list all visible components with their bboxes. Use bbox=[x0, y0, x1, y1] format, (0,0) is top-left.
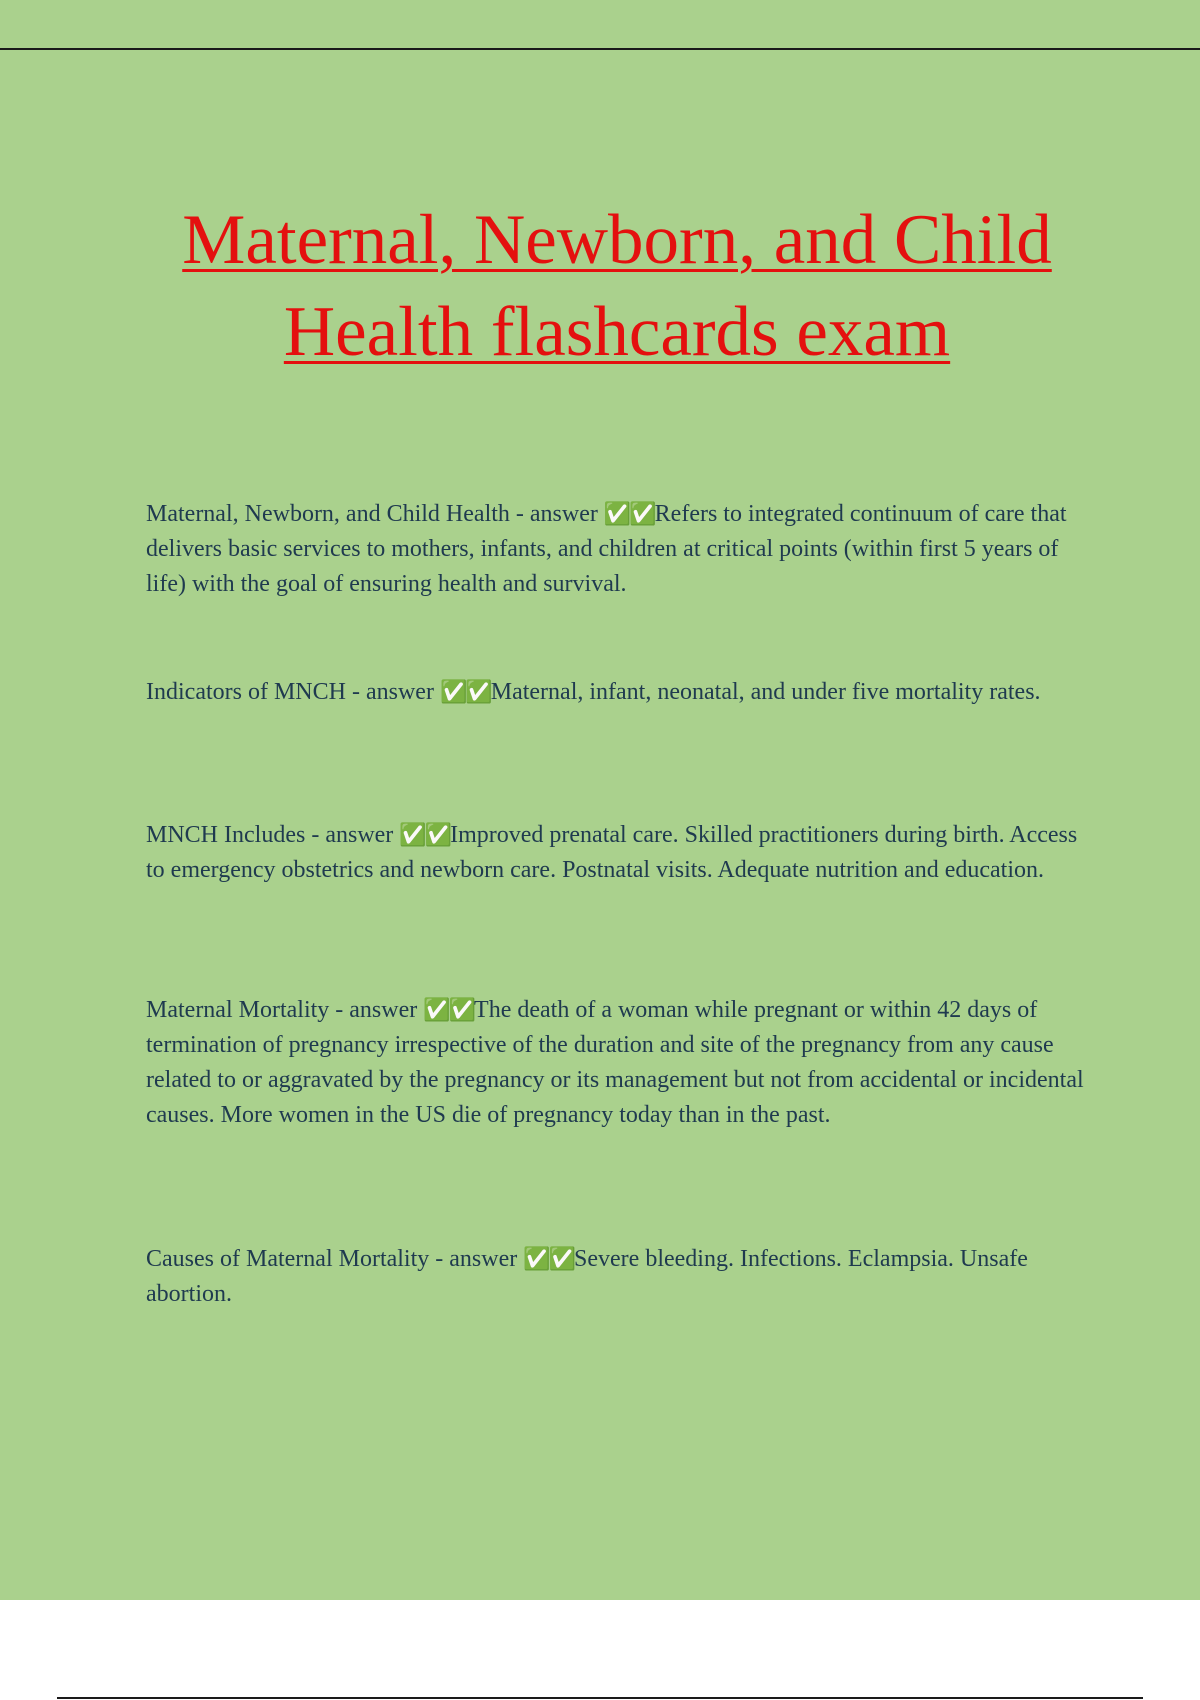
flashcard bbox=[146, 675, 1086, 710]
double-check-icon: ✅✅ bbox=[603, 502, 655, 527]
flashcard-separator: - answer bbox=[345, 679, 440, 705]
flashcard-term: Causes of Maternal Mortality bbox=[146, 1246, 430, 1272]
flashcard-answer: Improved prenatal care. Skilled practitioners during birth. Access to emergency obstetrics and newborn care. Postnatal visits. Adequate nutrition and education. bbox=[146, 822, 1078, 883]
flashcard-term: Maternal, Newborn, and Child Health bbox=[146, 501, 510, 527]
footer-divider bbox=[57, 1697, 1143, 1699]
flashcard-term: Maternal Mortality bbox=[146, 997, 330, 1023]
flashcard bbox=[146, 497, 1086, 602]
flashcard-separator: - answer bbox=[329, 997, 424, 1023]
double-check-icon: ✅✅ bbox=[523, 1247, 575, 1272]
flashcard-separator: - answer bbox=[305, 822, 400, 848]
flashcard bbox=[146, 993, 1086, 1133]
flashcard-separator: - answer bbox=[509, 501, 604, 527]
flashcard-answer: The death of a woman while pregnant or within 42 days of termination of pregnancy irrespective of the duration and site of the pregnancy from any cause related to or aggravated by the pregnancy or its management but not from accidental or incidental causes. More women in the US die of pregnancy today than in the past. bbox=[146, 997, 1084, 1128]
flashcard-term: Indicators of MNCH bbox=[146, 679, 346, 705]
flashcard-answer: Maternal, infant, neonatal, and under five mortality rates. bbox=[490, 679, 1041, 705]
flashcard-term: MNCH Includes bbox=[146, 822, 306, 848]
double-check-icon: ✅✅ bbox=[399, 823, 451, 848]
flashcard-separator: - answer bbox=[429, 1246, 524, 1272]
flashcard bbox=[146, 818, 1086, 888]
page-title bbox=[100, 194, 1134, 378]
header-divider bbox=[0, 48, 1200, 50]
double-check-icon: ✅✅ bbox=[423, 998, 475, 1023]
double-check-icon: ✅✅ bbox=[439, 680, 491, 705]
flashcard bbox=[146, 1242, 1086, 1312]
flashcard-answer: Refers to integrated continuum of care that delivers basic services to mothers, infants, and children at critical points (within first 5 years of life) with the goal of ensuring health and survival. bbox=[146, 501, 1067, 597]
flashcard-answer: Severe bleeding. Infections. Eclampsia. Unsafe abortion. bbox=[146, 1246, 1028, 1307]
page-title-text: Maternal, Newborn, and Child Health flashcards exam bbox=[182, 201, 1052, 371]
